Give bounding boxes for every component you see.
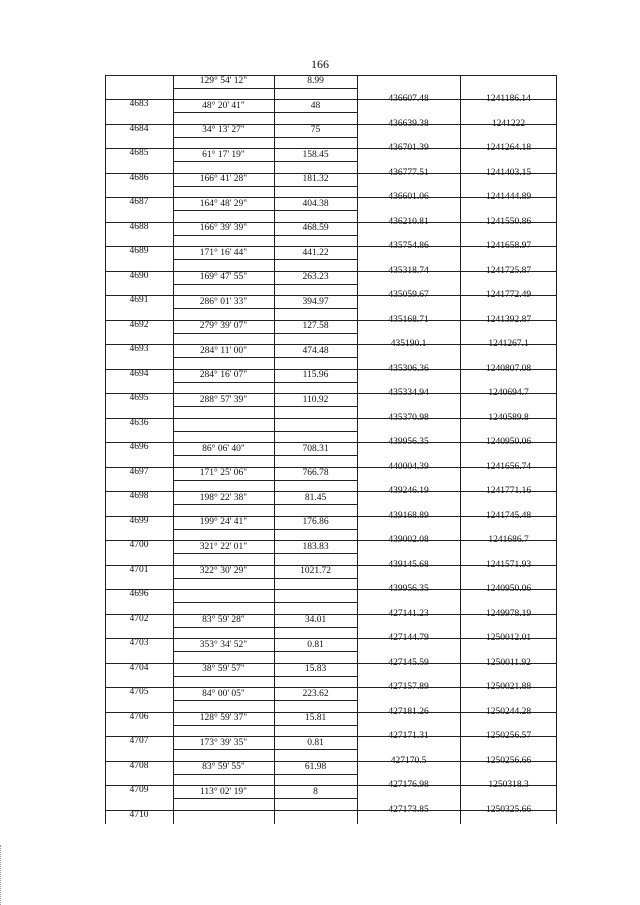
coordinate-x: 436701.39 (388, 143, 429, 153)
page-number: 166 (311, 57, 329, 71)
coordinate-x: 436607.48 (388, 94, 429, 104)
coordinate-x: 436777.51 (388, 167, 429, 178)
segment-distance: 183.83 (302, 541, 329, 552)
bearing-angle: 353° 34' 52" (199, 639, 248, 650)
bearing-angle: 286° 01' 33" (199, 296, 248, 307)
coordinate-x: 427181.26 (388, 706, 429, 717)
coordinate-y: 1241264.18 (485, 143, 532, 153)
segment-distance: 474.48 (302, 345, 329, 356)
segment-row-border (173, 798, 357, 799)
coordinate-y: 1241686.7 (488, 535, 529, 545)
coordinate-y: 1241745.48 (485, 510, 532, 521)
segment-row-border (173, 700, 357, 701)
coordinate-x: 439002.08 (388, 535, 429, 545)
point-id: 4706 (129, 711, 149, 722)
segment-distance: 468.59 (302, 223, 329, 233)
segment-row-border (173, 308, 357, 309)
segment-row-border (173, 578, 357, 579)
segment-row-border (173, 357, 357, 358)
point-id: 4701 (129, 564, 149, 575)
coordinate-y: 1250011.92 (486, 657, 531, 668)
bearing-angle: 128° 59' 37" (199, 713, 248, 723)
coordinate-x: 435370.98 (388, 412, 429, 423)
point-id: 4696 (129, 442, 149, 452)
segment-row-border (173, 627, 357, 628)
segment-row-border (173, 455, 357, 456)
segment-distance: 0.81 (307, 639, 324, 650)
bearing-angle: 321° 22' 01" (199, 541, 248, 552)
point-id: 4704 (129, 662, 149, 673)
segment-row-border (173, 529, 357, 530)
segment-distance: 1021.72 (300, 566, 331, 576)
coordinate-y: 1250244.28 (485, 706, 532, 717)
bearing-angle: 166° 39' 39" (199, 223, 248, 233)
bearing-angle: 322° 30' 29" (199, 566, 248, 576)
coordinate-x: 427173.85 (388, 804, 429, 815)
bearing-angle: 83° 59' 55" (202, 762, 245, 772)
point-id: 4685 (129, 148, 149, 158)
segment-row-border (173, 480, 357, 481)
coordinate-y: 1241771.16 (485, 486, 532, 496)
point-id: 4693 (129, 344, 149, 354)
bearing-angle: 288° 57' 39" (199, 394, 248, 405)
point-id: 4694 (129, 368, 149, 379)
segment-distance: 48 (310, 100, 321, 111)
segment-distance: 8 (313, 786, 318, 797)
coordinate-x: 435168.71 (388, 314, 429, 325)
coordinate-x: 427144.79 (388, 633, 429, 643)
coordinate-x: 439145.68 (388, 559, 429, 570)
coordinate-y: 1241772.49 (485, 290, 532, 300)
segment-distance: 708.31 (302, 443, 329, 454)
coordinate-x: 435754.86 (388, 241, 429, 251)
bearing-angle: 129° 54' 12" (199, 76, 248, 86)
bearing-angle: 279° 39' 07" (199, 321, 248, 331)
segment-distance: 223.62 (302, 688, 329, 699)
bearing-angle: 171° 25' 06" (199, 468, 248, 478)
segment-row-border (173, 406, 357, 407)
coordinate-x: 436601.06 (388, 192, 429, 202)
point-id: 4699 (129, 515, 149, 526)
segment-distance: 81.45 (304, 492, 327, 503)
point-id: 4686 (129, 172, 149, 183)
coordinate-y: 1240589.8 (488, 412, 529, 423)
point-id: 4697 (129, 466, 149, 477)
coordinate-x: 436210.81 (388, 216, 429, 227)
coordinate-x: 436639.38 (388, 118, 429, 129)
bearing-angle: 84° 00' 05" (202, 688, 245, 699)
bearing-angle: 171° 16' 44" (199, 247, 248, 258)
bearing-angle: 83° 59' 28" (202, 615, 245, 625)
coordinate-y: 1241392.87 (485, 314, 532, 325)
point-id: 4683 (129, 99, 149, 109)
segment-distance: 176.86 (302, 517, 329, 527)
segment-distance: 110.92 (302, 394, 329, 405)
coordinate-x: 439246.19 (388, 486, 429, 496)
coordinate-x: 427171.31 (388, 731, 429, 741)
segment-distance: 394.97 (302, 296, 329, 307)
coordinate-y: 1241656.74 (485, 461, 532, 472)
segment-distance: 263.23 (302, 272, 329, 282)
bearing-angle: 173° 39' 35" (199, 737, 248, 748)
point-id: 4702 (129, 613, 149, 624)
bearing-angle: 166° 41' 28" (199, 174, 248, 184)
coordinate-y: 1241550.86 (485, 216, 532, 227)
segment-distance: 15.83 (304, 664, 327, 674)
coordinate-y: 1240694.7 (488, 388, 529, 398)
coordinate-x: 439956.35 (388, 584, 429, 594)
point-id: 4689 (129, 246, 149, 256)
bearing-angle: 198° 22' 38" (199, 492, 248, 503)
bearing-angle: 169° 47' 55" (199, 272, 248, 282)
point-id: 4708 (129, 760, 149, 771)
segment-row-border (173, 259, 357, 260)
coordinate-y: 1240950.06 (485, 437, 532, 447)
bearing-angle: 34° 13' 27" (202, 125, 245, 135)
coordinate-y: 1241403.15 (485, 167, 532, 178)
coordinate-x: 427170.5 (390, 755, 427, 766)
coordinate-y: 1240950.06 (485, 584, 532, 594)
segment-row-border (173, 137, 357, 138)
segment-row-border (173, 431, 357, 432)
point-id: 4684 (129, 123, 149, 134)
point-id: 4688 (129, 221, 149, 232)
segment-distance: 127.58 (302, 321, 329, 331)
segment-distance: 181.32 (302, 174, 329, 184)
coordinate-x: 435318.74 (388, 265, 429, 276)
segment-distance: 8.99 (307, 76, 324, 86)
coordinate-y: 1250021.88 (485, 682, 532, 692)
point-id: 4709 (129, 785, 149, 795)
bearing-angle: 113° 02' 19" (199, 786, 248, 797)
coordinate-y: 1241267.1 (488, 339, 529, 349)
coordinate-y: 1241658.97 (485, 241, 532, 251)
segment-row-border (173, 749, 357, 750)
coordinate-table (105, 75, 557, 824)
coordinate-y: 1249978.19 (485, 608, 532, 619)
segment-row-border (173, 504, 357, 505)
coordinate-x: 427145.59 (388, 657, 429, 668)
coordinate-y: 1240807.08 (485, 363, 532, 374)
coordinate-y: 1250012.01 (485, 633, 532, 643)
segment-distance: 766.78 (302, 468, 329, 478)
segment-distance: 0.81 (307, 737, 324, 748)
coordinate-x: 427141.23 (388, 608, 429, 619)
segment-distance: 61.98 (304, 762, 327, 772)
segment-row-border (173, 186, 357, 187)
segment-distance: 115.96 (302, 370, 329, 380)
segment-row-border (173, 382, 357, 383)
segment-distance: 75 (310, 125, 321, 135)
segment-distance: 34.01 (304, 615, 327, 625)
coordinate-x: 427157.89 (388, 682, 429, 692)
bearing-angle: 199° 24' 41" (199, 517, 248, 527)
point-id: 4695 (129, 393, 149, 403)
coordinate-y: 1241186.14 (486, 94, 531, 104)
segment-distance: 404.38 (302, 198, 329, 209)
segment-row-border (173, 651, 357, 652)
coordinate-x: 427176.98 (388, 780, 429, 790)
segment-row-border (173, 161, 357, 162)
segment-row-border (173, 210, 357, 211)
segment-distance: 158.45 (302, 149, 329, 160)
bearing-angle: 86° 06' 40" (202, 443, 245, 454)
bearing-angle: 284° 16' 07" (199, 370, 248, 380)
point-id: 4710 (129, 809, 149, 820)
point-id: 4692 (129, 319, 149, 330)
coordinate-x: 440004.39 (388, 461, 429, 472)
coordinate-x: 435306.36 (388, 363, 429, 374)
segment-row-border (173, 284, 357, 285)
coordinate-x: 435190.1 (390, 339, 427, 349)
coordinate-x: 435059.67 (388, 290, 429, 300)
bearing-angle: 284° 11' 00" (199, 345, 248, 356)
point-id: 4698 (129, 491, 149, 501)
segment-row-border (173, 112, 357, 113)
bearing-angle: 164° 48' 29" (199, 198, 248, 209)
coordinate-x: 439956.35 (388, 437, 429, 447)
segment-row-border (173, 333, 357, 334)
point-id: 4707 (129, 736, 149, 746)
point-id: 4703 (129, 638, 149, 648)
coordinate-x: 435334.94 (388, 388, 429, 398)
coordinate-x: 439168.89 (388, 510, 429, 521)
bearing-angle: 38° 59' 57" (202, 664, 245, 674)
segment-distance: 441.22 (302, 247, 329, 258)
bearing-angle: 48° 20' 41" (202, 100, 245, 111)
point-id: 4705 (129, 687, 149, 697)
segment-row-border (173, 774, 357, 775)
scan-margin-mark (0, 845, 2, 905)
coordinate-y: 1241222 (491, 118, 526, 129)
bearing-angle: 61° 17' 19" (202, 149, 245, 160)
coordinate-y: 1250256.57 (485, 731, 532, 741)
point-id: 4696 (129, 589, 149, 599)
point-id: 4687 (129, 197, 149, 207)
coordinate-y: 1241571.93 (485, 559, 532, 570)
segment-distance: 15.81 (304, 713, 327, 723)
point-id: 4690 (129, 270, 149, 281)
segment-row-border (173, 676, 357, 677)
segment-row-border (173, 88, 357, 89)
point-id: 4700 (129, 540, 149, 550)
segment-row-border (173, 235, 357, 236)
segment-row-border (173, 725, 357, 726)
coordinate-y: 1241444.89 (485, 192, 532, 202)
point-id: 4691 (129, 295, 149, 305)
coordinate-y: 1250325.66 (485, 804, 532, 815)
coordinate-y: 1241725.87 (485, 265, 532, 276)
point-id: 4636 (129, 417, 149, 428)
segment-row-border (173, 553, 357, 554)
coordinate-y: 1250318.3 (488, 780, 529, 790)
coordinate-y: 1250256.66 (485, 755, 532, 766)
segment-row-border (173, 602, 357, 603)
